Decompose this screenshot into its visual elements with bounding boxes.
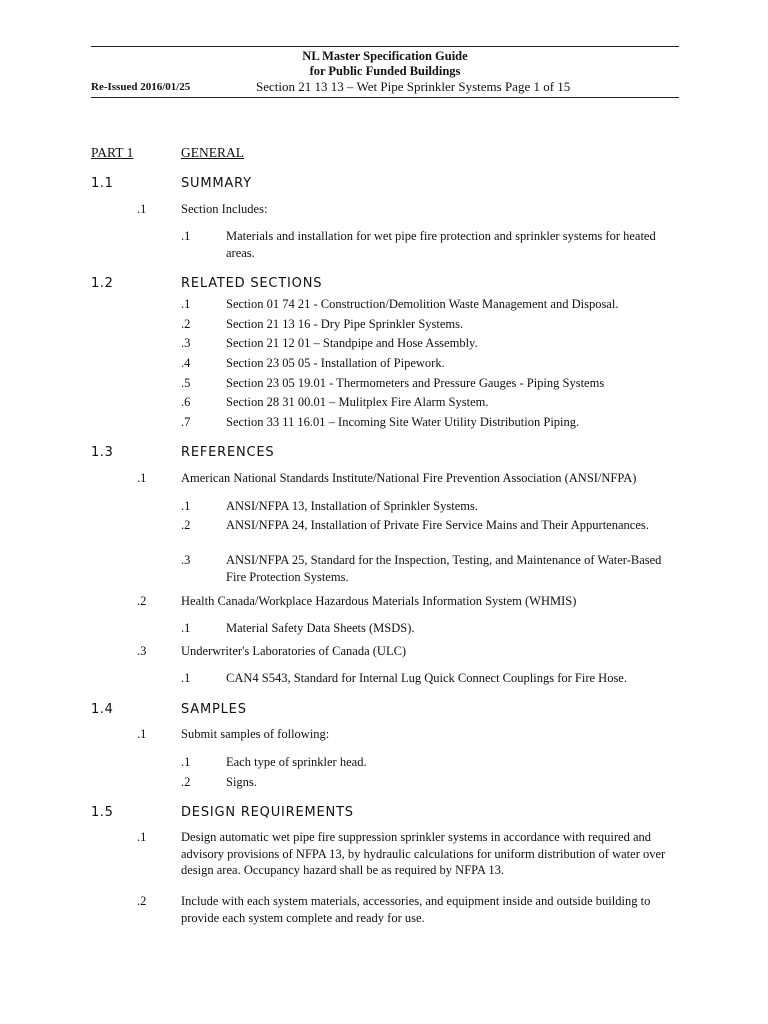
subclause-text: Each type of sprinkler head. <box>226 755 367 769</box>
section-title: SUMMARY <box>181 176 252 191</box>
clause-number: .1 <box>137 471 147 485</box>
header-reissued-date: Re-Issued 2016/01/25 <box>91 81 191 93</box>
subclause-number: .2 <box>181 775 191 789</box>
subclause-number: .1 <box>181 229 191 243</box>
list-item-number: .5 <box>181 376 191 390</box>
subclause-text: ANSI/NFPA 24, Installation of Private Fire Service Mains and Their Appurtenances. <box>226 518 649 532</box>
clause-text: American National Standards Institute/National Fire Prevention Association (ANSI/NFPA) <box>181 471 637 485</box>
subclause-number: .1 <box>181 499 191 513</box>
subclause-number: .3 <box>181 553 191 567</box>
subclause-text: Materials and installation for wet pipe fire protection and sprinkler systems for heated areas. <box>226 229 656 260</box>
clause-number: .2 <box>137 894 147 908</box>
section-title: RELATED SECTIONS <box>181 276 323 291</box>
subclause-number: .2 <box>181 518 191 532</box>
subclause-number: .1 <box>181 671 191 685</box>
section-number: 1.5 <box>91 805 114 820</box>
clause-number: .3 <box>137 644 147 658</box>
section-number: 1.3 <box>91 445 114 460</box>
list-item-number: .2 <box>181 317 191 331</box>
list-item-text: Section 23 05 05 - Installation of Pipework. <box>226 356 445 370</box>
section-number: 1.1 <box>91 176 114 191</box>
section-number: 1.4 <box>91 702 114 717</box>
list-item-text: Section 21 13 16 - Dry Pipe Sprinkler Systems. <box>226 317 464 331</box>
list-item-number: .7 <box>181 415 191 429</box>
header-top-rule <box>91 46 679 47</box>
list-item-text: Section 33 11 16.01 – Incoming Site Water Utility Distribution Piping. <box>226 415 580 429</box>
list-item-number: .4 <box>181 356 191 370</box>
clause-text: Include with each system materials, accessories, and equipment inside and outside building to provide each system complete and ready for use. <box>181 894 651 925</box>
section-title: REFERENCES <box>181 445 275 460</box>
subclause-text: Signs. <box>226 775 257 789</box>
subclause-text: ANSI/NFPA 25, Standard for the Inspection, Testing, and Maintenance of Water-Based Fire Protection Systems. <box>226 553 662 584</box>
header-title-line2: for Public Funded Buildings <box>309 64 461 78</box>
subclause-text: CAN4 S543, Standard for Internal Lug Quick Connect Couplings for Fire Hose. <box>226 671 627 685</box>
part-title: GENERAL <box>181 145 244 160</box>
list-item-number: .3 <box>181 336 191 350</box>
section-title: DESIGN REQUIREMENTS <box>181 805 354 820</box>
subclause-number: .1 <box>181 621 191 635</box>
clause-text: Underwriter's Laboratories of Canada (ULC) <box>181 644 407 658</box>
clause-text: Submit samples of following: <box>181 727 330 741</box>
list-item-text: Section 23 05 19.01 - Thermometers and Pressure Gauges - Piping Systems <box>226 376 605 390</box>
list-item-text: Section 21 12 01 – Standpipe and Hose Assembly. <box>226 336 478 350</box>
section-title: SAMPLES <box>181 702 247 717</box>
header-title-line1: NL Master Specification Guide <box>302 49 468 63</box>
subclause-text: ANSI/NFPA 13, Installation of Sprinkler Systems. <box>226 499 478 513</box>
list-item-number: .1 <box>181 297 191 311</box>
clause-number: .1 <box>137 830 147 844</box>
section-number: 1.2 <box>91 276 114 291</box>
part-number: PART 1 <box>91 145 134 160</box>
clause-text: Section Includes: <box>181 202 268 216</box>
list-item-text: Section 01 74 21 - Construction/Demolition Waste Management and Disposal. <box>226 297 619 311</box>
clause-number: .1 <box>137 727 147 741</box>
header-bottom-rule <box>91 97 679 98</box>
clause-number: .1 <box>137 202 147 216</box>
subclause-number: .1 <box>181 755 191 769</box>
clause-number: .2 <box>137 594 147 608</box>
clause-text: Design automatic wet pipe fire suppression sprinkler systems in accordance with required and advisory provisions of NFPA 13, by hydraulic calculations for uniform distribution of water over design area. Occupancy hazard shall be as required by NFPA 13. <box>181 830 666 877</box>
subclause-text: Material Safety Data Sheets (MSDS). <box>226 621 415 635</box>
list-item-number: .6 <box>181 395 191 409</box>
header-section-page: Section 21 13 13 – Wet Pipe Sprinkler Systems Page 1 of 15 <box>256 79 571 94</box>
list-item-text: Section 28 31 00.01 – Mulitplex Fire Alarm System. <box>226 395 489 409</box>
clause-text: Health Canada/Workplace Hazardous Materials Information System (WHMIS) <box>181 594 577 608</box>
